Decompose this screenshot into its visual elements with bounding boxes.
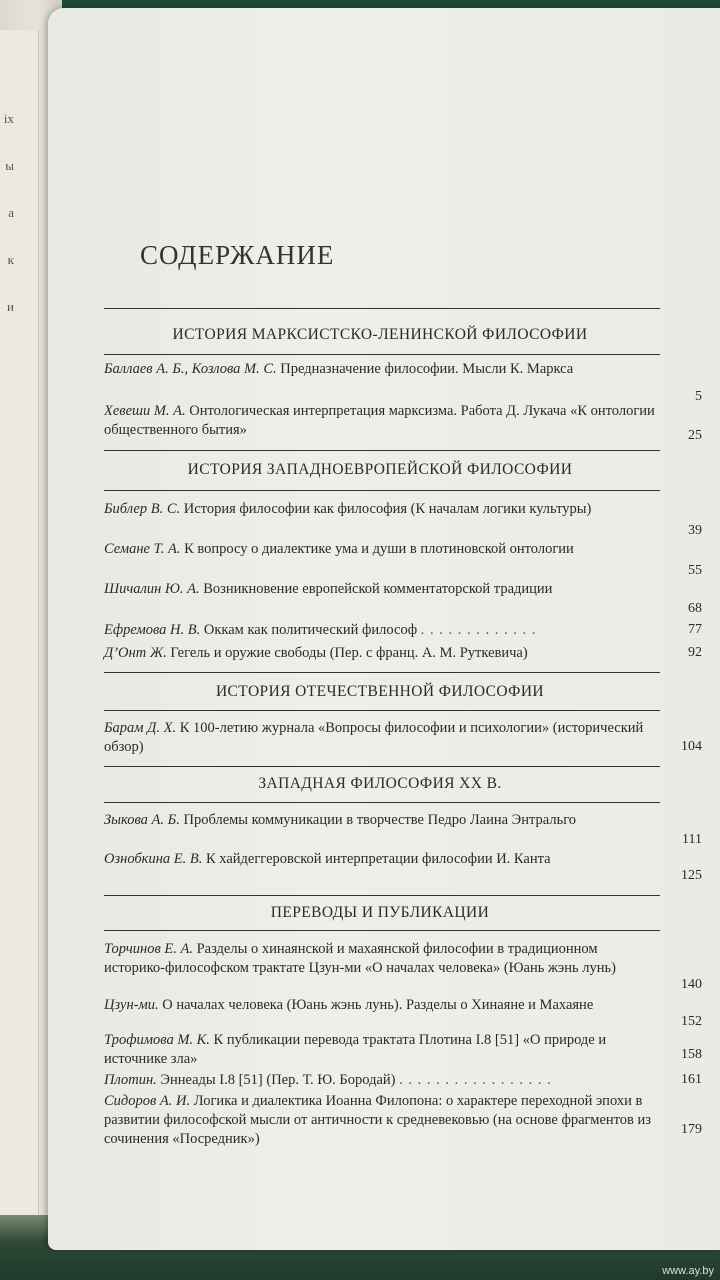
section-rule (104, 710, 660, 711)
entry-page-number: 111 (682, 832, 702, 847)
entry-page-number: 152 (681, 1014, 702, 1029)
glyph: ы (5, 158, 14, 173)
section-rule (104, 930, 660, 931)
entry-title: Возникновение европейской комментаторской традиции (203, 581, 553, 597)
entry-page-number: 5 (695, 389, 702, 404)
section-heading: ПЕРЕВОДЫ И ПУБЛИКАЦИИ (270, 904, 490, 921)
toc-entry (104, 1031, 656, 1069)
glyph: и (7, 299, 14, 314)
watermark: www.ay.by (662, 1265, 714, 1277)
section-rule (104, 490, 660, 491)
section-rule (104, 672, 660, 673)
entry-author: Цзун-ми. (104, 997, 159, 1013)
section-heading: ИСТОРИЯ ЗАПАДНОЕВРОПЕЙСКОЙ ФИЛОСОФИИ (187, 461, 573, 478)
page-title: СОДЕРЖАНИЕ (140, 240, 335, 270)
toc-entry (104, 1071, 656, 1090)
entry-title: Проблемы коммуникации в творчестве Педро Лаина Энтральго (183, 812, 577, 828)
entry-page-number: 55 (688, 563, 702, 578)
entry-title: История философии как философия (К началам логики культуры) (183, 501, 592, 517)
leader-dots: . . . . . . . . . . . . . . . . . (399, 1072, 552, 1088)
entry-title: Эннеады I.8 [51] (Пер. Т. Ю. Бородай) (160, 1072, 396, 1088)
entry-author: Ознобкина Е. В. (104, 851, 203, 867)
glyph: ix (3, 111, 14, 126)
toc-entry (104, 540, 656, 559)
entry-page-number: 158 (681, 1047, 702, 1062)
toc-entry (104, 500, 656, 519)
toc-entry (104, 402, 656, 440)
section-rule (104, 354, 660, 355)
section-heading: ИСТОРИЯ МАРКСИСТСКО-ЛЕНИНСКОЙ ФИЛОСОФИИ (172, 326, 588, 343)
toc-entry (104, 719, 656, 757)
toc-entry (104, 996, 656, 1015)
entry-title: Разделы о хинаянской и махаянской философии в традиционном историко-философском трактате Цзун-ми «О началах человека» (Юань жэнь лунь) (104, 941, 616, 976)
entry-title: О началах человека (Юань жэнь лунь). Разделы о Хинаяне и Махаяне (162, 997, 594, 1013)
entry-page-number: 125 (681, 868, 702, 883)
entry-author: Трофимова М. К. (104, 1032, 210, 1048)
toc-entry (104, 811, 656, 830)
toc-entry (104, 940, 656, 978)
entry-title: К вопросу о диалектике ума и души в плотиновской онтологии (184, 541, 574, 557)
entry-page-number: 25 (688, 428, 702, 443)
entry-page-number: 140 (681, 977, 702, 992)
entry-author: Семане Т. А. (104, 541, 181, 557)
entry-page-number: 77 (688, 622, 702, 637)
entry-title: К хайдеггеровской интерпретации философии И. Канта (206, 851, 551, 867)
entry-page-number: 92 (688, 645, 702, 660)
glyph: а (8, 205, 14, 220)
entry-author: Баллаев А. Б., Козлова М. С. (104, 361, 277, 377)
entry-page-number: 39 (688, 523, 702, 538)
leader-dots: . . . . . . . . . . . . . (420, 622, 537, 638)
section-rule (104, 895, 660, 896)
toc-entry (104, 621, 656, 640)
toc-entry (104, 1092, 656, 1149)
entry-author: Шичалин Ю. А. (104, 581, 200, 597)
entry-title: К 100-летию журнала «Вопросы философии и психологии» (исторический обзор) (104, 720, 644, 755)
adjacent-page-glyphs (0, 95, 14, 330)
section-rule (104, 802, 660, 803)
entry-author: Барам Д. Х. (104, 720, 177, 736)
entry-page-number: 68 (688, 601, 702, 616)
section-heading: ЗАПАДНАЯ ФИЛОСОФИЯ XX В. (258, 775, 502, 792)
toc-entry (104, 580, 656, 599)
entry-title: Предназначение философии. Мысли К. Маркса (280, 361, 574, 377)
entry-author: Библер В. С. (104, 501, 181, 517)
entry-author: Д’Онт Ж. (104, 645, 167, 661)
entry-title: Логика и диалектика Иоанна Филопона: о характере переходной эпохи в развитии философской мысли от античности к средневековью (на основе фрагментов из сочинения «Посредник») (104, 1093, 652, 1147)
entry-author: Ефремова Н. В. (104, 622, 201, 638)
toc-entry (104, 644, 656, 663)
entry-author: Сидоров А. И. (104, 1093, 191, 1109)
entry-author: Торчинов Е. А. (104, 941, 193, 957)
entry-author: Хевеши М. А. (104, 403, 186, 419)
toc-entry (104, 850, 656, 869)
entry-title: Оккам как политический философ (203, 622, 418, 638)
entry-page-number: 104 (681, 739, 702, 754)
toc-entry (104, 360, 656, 379)
entry-title: К публикации перевода трактата Плотина I.8 [51] «О природе и источнике зла» (104, 1032, 607, 1067)
section-rule (104, 766, 660, 767)
table-of-contents (100, 0, 720, 1280)
entry-author: Зыкова А. Б. (104, 812, 180, 828)
section-rule (104, 308, 660, 309)
entry-author: Плотин. (104, 1072, 157, 1088)
section-rule (104, 450, 660, 451)
entry-title: Гегель и оружие свободы (Пер. с франц. А. М. Руткевича) (170, 645, 528, 661)
entry-page-number: 179 (681, 1122, 702, 1137)
entry-page-number: 161 (681, 1072, 702, 1087)
glyph: к (7, 252, 14, 267)
section-heading: ИСТОРИЯ ОТЕЧЕСТВЕННОЙ ФИЛОСОФИИ (215, 683, 545, 700)
entry-title: Онтологическая интерпретация марксизма. Работа Д. Лукача «К онтологии общественного бытия» (104, 403, 655, 438)
